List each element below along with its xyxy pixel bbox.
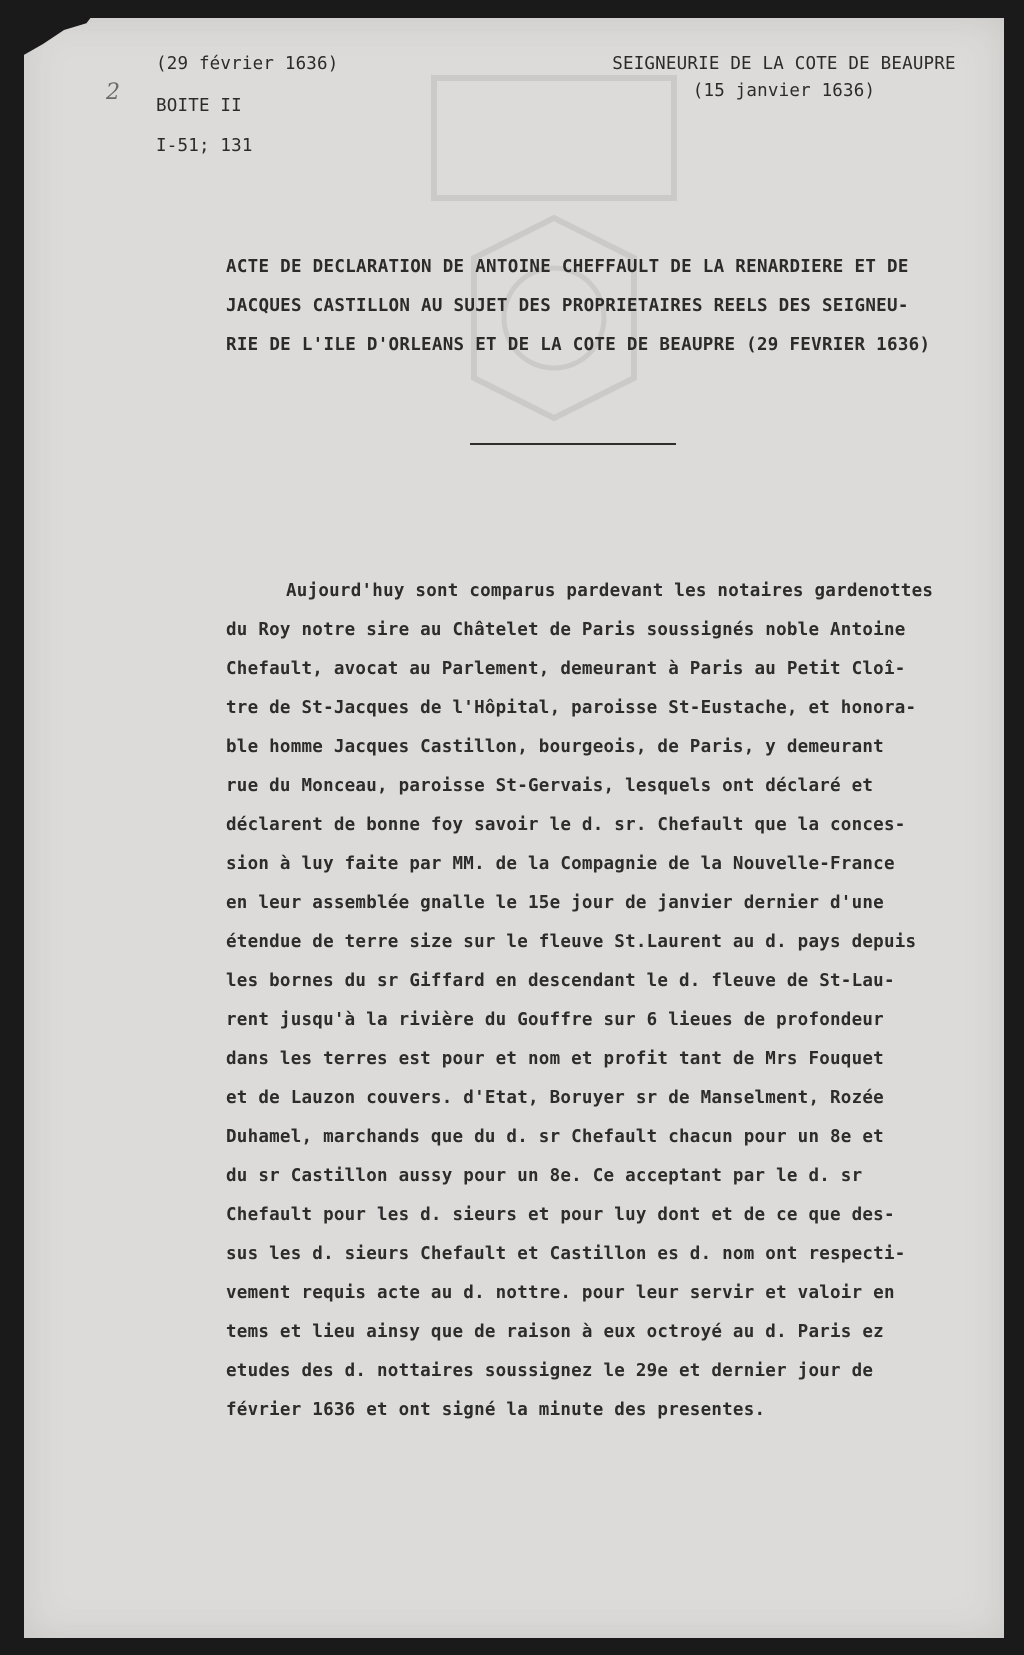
body-line: tems et lieu ainsy que de raison à eux octroyé au d. Paris ez	[226, 1322, 884, 1342]
body-line: sus les d. sieurs Chefault et Castillon es d. nom ont respecti-	[226, 1244, 906, 1264]
body-line: ble homme Jacques Castillon, bourgeois, de Paris, y demeurant	[226, 737, 884, 757]
title-line: ACTE DE DECLARATION DE ANTOINE CHEFFAULT DE LA RENARDIERE ET DE	[226, 257, 909, 277]
document-body	[226, 572, 996, 1430]
torn-corner	[22, 16, 92, 56]
title-line: JACQUES CASTILLON AU SUJET DES PROPRIETAIRES REELS DES SEIGNEU-	[226, 296, 909, 316]
body-line: rue du Monceau, paroisse St-Gervais, lesquels ont déclaré et	[226, 776, 874, 796]
body-line: du Roy notre sire au Châtelet de Paris soussignés noble Antoine	[226, 620, 906, 640]
body-line: Chefault pour les d. sieurs et pour luy dont et de ce que des-	[226, 1205, 895, 1225]
header-grant-date: (15 janvier 1636)	[692, 81, 876, 101]
body-line: déclarent de bonne foy savoir le d. sr. Chefault que la conces-	[226, 815, 906, 835]
header-reference: I-51; 131	[156, 136, 253, 156]
body-line: dans les terres est pour et nom et profit tant de Mrs Fouquet	[226, 1049, 884, 1069]
body-line: rent jusqu'à la rivière du Gouffre sur 6 lieues de profondeur	[226, 1010, 884, 1030]
body-line: étendue de terre size sur le fleuve St.Laurent au d. pays depuis	[226, 932, 917, 952]
document-title	[226, 248, 986, 365]
header-box: BOITE II	[156, 96, 242, 116]
body-line: Duhamel, marchands que du d. sr Chefault chacun pour un 8e et	[226, 1127, 884, 1147]
body-line: tre de St-Jacques de l'Hôpital, paroisse St-Eustache, et honora-	[226, 698, 917, 718]
body-line: février 1636 et ont signé la minute des presentes.	[226, 1400, 766, 1420]
body-line: du sr Castillon aussy pour un 8e. Ce acceptant par le d. sr	[226, 1166, 863, 1186]
header-date: (29 février 1636)	[156, 54, 339, 74]
body-line: Chefault, avocat au Parlement, demeurant à Paris au Petit Cloî-	[226, 659, 906, 679]
body-line: Aujourd'huy sont comparus pardevant les notaires gardenottes	[286, 581, 934, 601]
body-line: les bornes du sr Giffard en descendant le d. fleuve de St-Lau-	[226, 971, 895, 991]
document-page	[24, 18, 1004, 1638]
title-line: RIE DE L'ILE D'ORLEANS ET DE LA COTE DE BEAUPRE (29 FEVRIER 1636)	[226, 335, 931, 355]
title-underline	[470, 443, 676, 445]
body-line: vement requis acte au d. nottre. pour leur servir et valoir en	[226, 1283, 895, 1303]
body-line: sion à luy faite par MM. de la Compagnie de la Nouvelle-France	[226, 854, 895, 874]
body-line: en leur assemblée gnalle le 15e jour de janvier dernier d'une	[226, 893, 884, 913]
body-line: etudes des d. nottaires soussignez le 29e et dernier jour de	[226, 1361, 874, 1381]
header-seigneurie: SEIGNEURIE DE LA COTE DE BEAUPRE	[612, 54, 956, 74]
body-line: et de Lauzon couvers. d'Etat, Boruyer sr de Manselment, Rozée	[226, 1088, 884, 1108]
handwritten-page-number: 2	[106, 80, 120, 105]
